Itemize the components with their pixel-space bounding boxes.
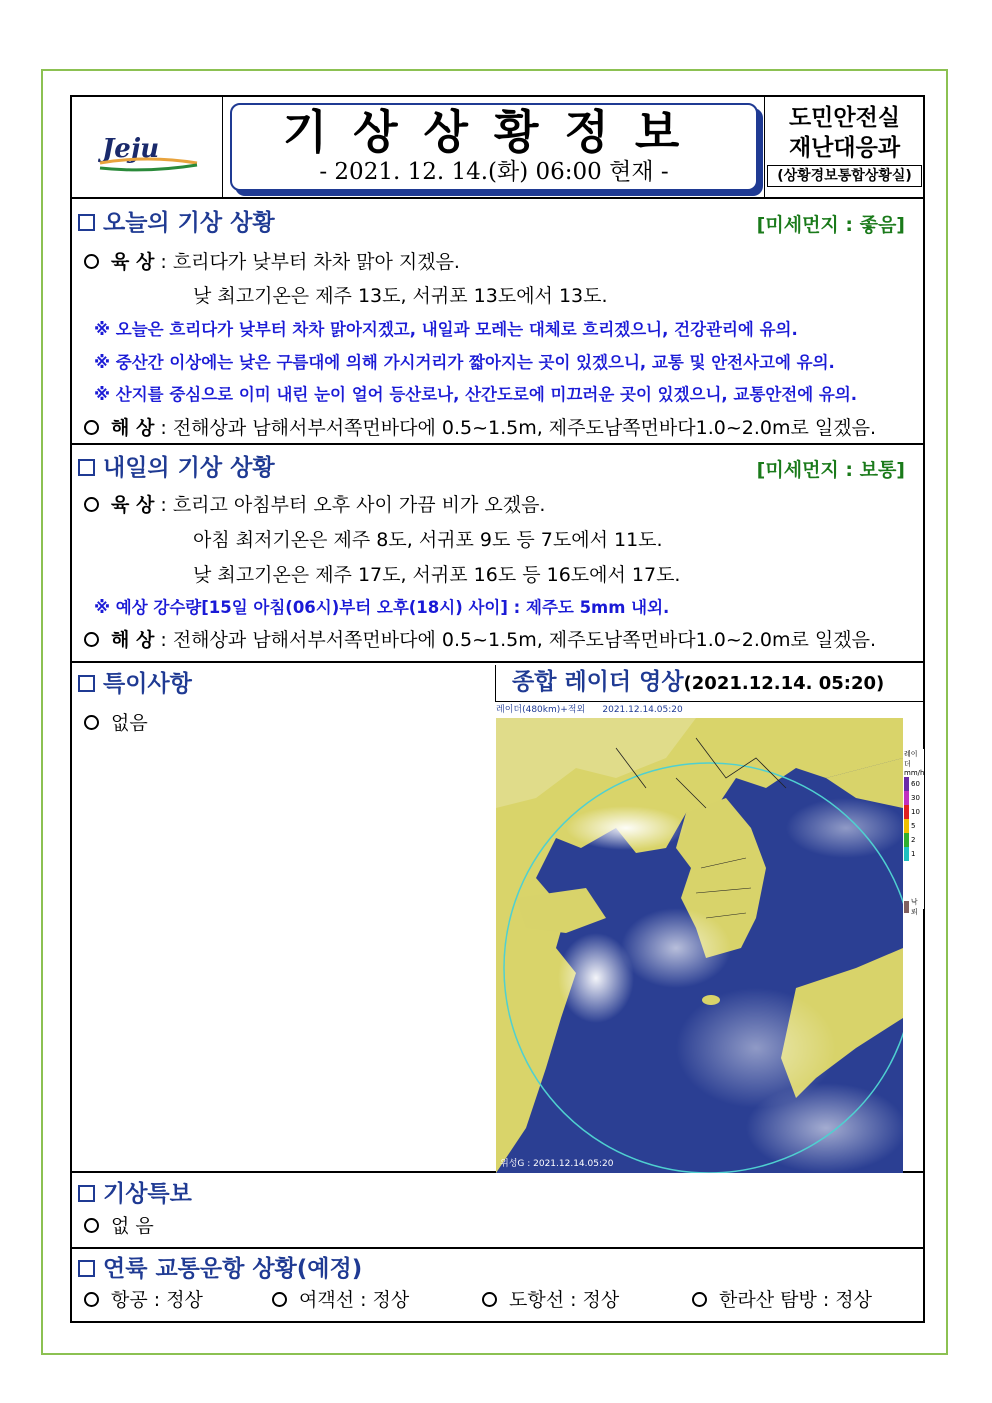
tomorrow-land: 육 상 : 흐리고 아침부터 오후 사이 가끔 비가 오겠음. bbox=[84, 492, 545, 518]
checkbox-icon bbox=[78, 459, 95, 476]
section-today bbox=[72, 199, 923, 445]
tomorrow-sea: 해 상 : 전해상과 남해서부서쪽먼바다에 0.5~1.5m, 제주도남쪽먼바다1.0~2.0m로 일겠음. bbox=[84, 627, 876, 653]
section-title-tomorrow: 내일의 기상 상황 bbox=[78, 453, 275, 483]
checkbox-icon bbox=[78, 675, 95, 692]
today-sea: 해 상 : 전해상과 남해서부서쪽먼바다에 0.5~1.5m, 제주도남쪽먼바다1.0~2.0m로 일겠음. bbox=[84, 415, 876, 441]
dept-line1: 도민안전실 bbox=[788, 105, 901, 131]
header bbox=[72, 97, 923, 199]
legend-value: 5 bbox=[911, 822, 916, 830]
circle-bullet-icon bbox=[84, 1218, 99, 1233]
circle-bullet-icon bbox=[272, 1292, 287, 1307]
legend-value: 2 bbox=[911, 836, 916, 844]
report-date: - 2021. 12. 14.(화) 06:00 현재 - bbox=[319, 159, 669, 185]
section-title-transport: 연륙 교통운항 상황(예정) bbox=[78, 1254, 362, 1284]
section-title-special: 특이사항 bbox=[78, 669, 192, 699]
legend-value: 1 bbox=[911, 850, 916, 858]
checkbox-icon bbox=[78, 1260, 95, 1277]
radar-image bbox=[496, 718, 903, 1173]
legend-value: 10 bbox=[911, 808, 920, 816]
radar-area bbox=[72, 702, 923, 1173]
section-title-today: 오늘의 기상 상황 bbox=[78, 208, 275, 238]
dept-line3: (상황경보통합상황실) bbox=[767, 165, 922, 187]
radar-legend bbox=[904, 749, 925, 916]
transport-islet-ferry: 도항선 : 정상 bbox=[482, 1287, 619, 1313]
today-note-1: ※ 오늘은 흐리다가 낮부터 차차 맑아지겠고, 내일과 모레는 대체로 흐리겠으니, 건강관리에 유의. bbox=[94, 320, 798, 339]
radar-title: 종합 레이더 영상(2021.12.14. 05:20) bbox=[512, 669, 885, 695]
legend-value: 30 bbox=[911, 794, 920, 802]
legend-value: 60 bbox=[911, 780, 920, 788]
special-item: 없음 bbox=[84, 710, 148, 736]
circle-bullet-icon bbox=[84, 497, 99, 512]
checkbox-icon bbox=[78, 214, 95, 231]
legend-lightning: 낙뢰 bbox=[910, 898, 918, 916]
section-transport bbox=[72, 1251, 923, 1321]
section-special bbox=[72, 665, 923, 1173]
transport-air: 항공 : 정상 bbox=[84, 1287, 203, 1313]
dust-today: [미세먼지 : 좋음] bbox=[756, 214, 905, 236]
logo-text: Jeju bbox=[102, 134, 160, 164]
satellite-label: 위성G : 2021.12.14.05:20 bbox=[500, 1159, 614, 1169]
section-tomorrow bbox=[72, 447, 923, 663]
radar-header: 레이더(480km)+적외 2021.12.14.05:20 bbox=[496, 702, 923, 718]
circle-bullet-icon bbox=[84, 254, 99, 269]
jeju-logo bbox=[72, 97, 223, 197]
title-box bbox=[230, 103, 758, 191]
circle-bullet-icon bbox=[84, 420, 99, 435]
today-note-3: ※ 산지를 중심으로 이미 내린 눈이 얼어 등산로나, 산간도로에 미끄러운 곳이 있겠으니, 교통안전에 유의. bbox=[94, 385, 858, 404]
dept-line2: 재난대응과 bbox=[788, 135, 901, 161]
circle-bullet-icon bbox=[84, 632, 99, 647]
department bbox=[764, 97, 924, 197]
today-land-temp: 낮 최고기온은 제주 13도, 서귀포 13도에서 13도. bbox=[193, 285, 608, 307]
transport-ferry: 여객선 : 정상 bbox=[272, 1287, 409, 1313]
circle-bullet-icon bbox=[692, 1292, 707, 1307]
today-note-2: ※ 중산간 이상에는 낮은 구름대에 의해 가시거리가 짧아지는 곳이 있겠으니, 교통 및 안전사고에 유의. bbox=[94, 353, 835, 372]
transport-hallasan: 한라산 탐방 : 정상 bbox=[692, 1287, 872, 1313]
circle-bullet-icon bbox=[84, 1292, 99, 1307]
circle-bullet-icon bbox=[482, 1292, 497, 1307]
legend-title: 레이더 bbox=[904, 750, 918, 768]
section-warning bbox=[72, 1175, 923, 1249]
bulletin-table bbox=[70, 95, 925, 1323]
tomorrow-max-temp: 낮 최고기온은 제주 17도, 서귀포 16도 등 16도에서 17도. bbox=[193, 564, 681, 586]
page-title: 기상상황정보 bbox=[282, 105, 706, 159]
tomorrow-rain-note: ※ 예상 강수량[15일 아침(06시)부터 오후(18시) 사이] : 제주도 5mm 내외. bbox=[94, 598, 670, 617]
today-land: 육 상 : 흐리다가 낮부터 차차 맑아 지겠음. bbox=[84, 249, 460, 275]
tomorrow-min-temp: 아침 최저기온은 제주 8도, 서귀포 9도 등 7도에서 11도. bbox=[193, 529, 663, 551]
warning-item: 없 음 bbox=[84, 1213, 154, 1239]
checkbox-icon bbox=[78, 1185, 95, 1202]
legend-unit: mm/h bbox=[904, 769, 925, 777]
section-title-warning: 기상특보 bbox=[78, 1179, 192, 1209]
dust-tomorrow: [미세먼지 : 보통] bbox=[756, 459, 905, 481]
